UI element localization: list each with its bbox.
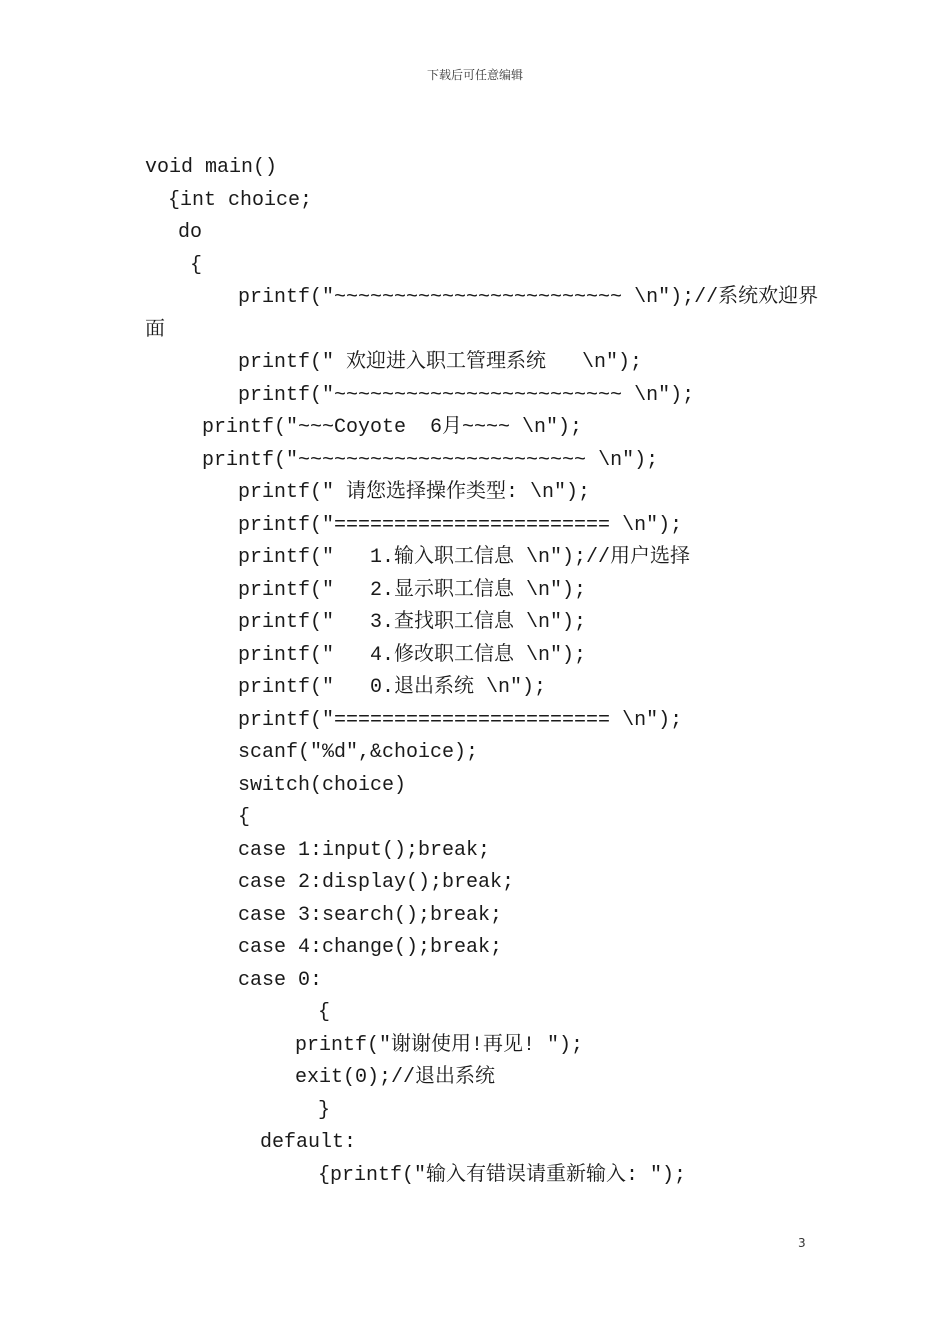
- code-line: scanf("%d",&choice);: [238, 741, 479, 764]
- code-line: printf("~~~~~~~~~~~~~~~~~~~~~~~~ \n");//系统欢迎界: [238, 286, 819, 309]
- code-line: printf(" 2.显示职工信息 \n");: [238, 579, 587, 602]
- code-line: printf("谢谢使用!再见! ");: [295, 1034, 584, 1057]
- code-line: printf(" 0.退出系统 \n");: [238, 676, 547, 699]
- code-line: {int choice;: [168, 189, 313, 212]
- code-line: printf("~~~~~~~~~~~~~~~~~~~~~~~~ \n");: [238, 384, 695, 407]
- code-line: case 1:input();break;: [238, 839, 491, 862]
- code-line: 面: [145, 319, 165, 342]
- page-header: 下载后可任意编辑: [426, 68, 523, 82]
- code-line: case 4:change();break;: [238, 936, 503, 959]
- page-number: 3: [798, 1236, 806, 1250]
- code-line: case 3:search();break;: [238, 904, 503, 927]
- code-line: case 2:display();break;: [238, 871, 515, 894]
- code-line: printf("======================= \n");: [238, 709, 683, 732]
- code-line: switch(choice): [238, 774, 407, 797]
- code-line: void main(): [145, 156, 278, 179]
- code-line: {: [238, 806, 251, 829]
- code-line: do: [178, 221, 203, 244]
- code-line: }: [318, 1099, 331, 1122]
- code-line: printf(" 请您选择操作类型: \n");: [238, 481, 591, 504]
- code-line: {: [190, 254, 203, 277]
- code-line: printf(" 4.修改职工信息 \n");: [238, 644, 587, 667]
- code-line: printf("~~~~~~~~~~~~~~~~~~~~~~~~ \n");: [202, 449, 659, 472]
- code-line: printf(" 3.查找职工信息 \n");: [238, 611, 587, 634]
- code-line: printf("~~~Coyote 6月~~~~ \n");: [202, 416, 583, 439]
- code-line: exit(0);//退出系统: [295, 1066, 496, 1089]
- code-line: printf(" 欢迎进入职工管理系统 \n");: [238, 351, 643, 374]
- code-line: printf("======================= \n");: [238, 514, 683, 537]
- code-line: {: [318, 1001, 331, 1024]
- code-line: case 0:: [238, 969, 323, 992]
- code-line: printf(" 1.输入职工信息 \n");//用户选择: [238, 546, 691, 569]
- code-line: default:: [260, 1131, 357, 1154]
- code-line: {printf("输入有错误请重新输入: ");: [318, 1164, 687, 1187]
